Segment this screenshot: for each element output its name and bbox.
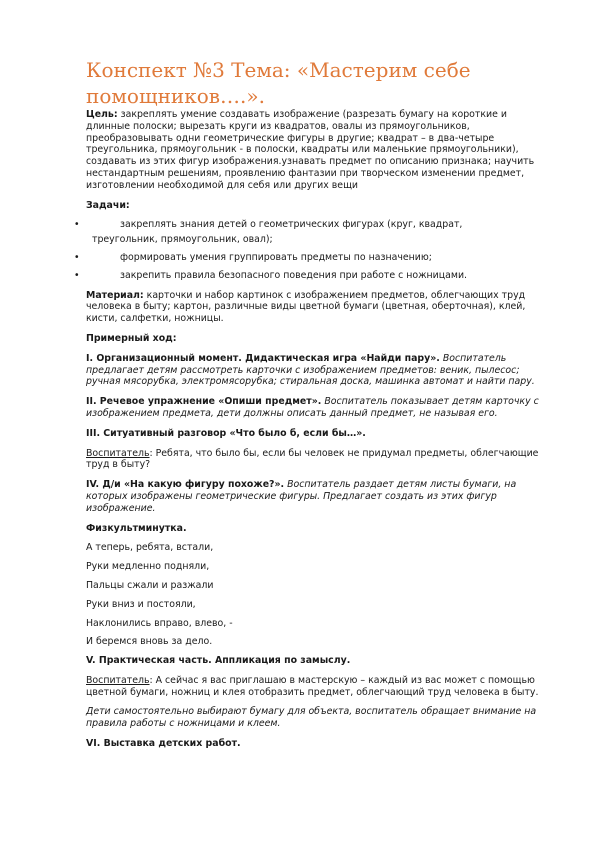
section-5-heading: V. Практическая часть. Аппликация по замыслу. — [86, 655, 351, 667]
section-5-note: Дети самостоятельно выбирают бумагу для объекта, воспитатель обращает внимание на правила работы с ножницами и клеем. — [86, 706, 537, 730]
task-text: формировать умения группировать предметы по назначению; — [120, 251, 432, 263]
plan-heading: Примерный ход: — [86, 332, 177, 344]
poem-line: Наклонились вправо, влево, - — [86, 617, 233, 629]
document-title: Конспект №3 Тема: «Мастерим себе помощников….». — [86, 58, 471, 108]
tasks-label: Задачи: — [86, 199, 130, 211]
bullet-icon: • — [74, 269, 80, 281]
section-3-heading: III. Ситуативный разговор «Что было б, если бы…». — [86, 427, 366, 439]
bullet-icon: • — [74, 251, 80, 263]
list-item — [74, 269, 550, 282]
goal-text: закреплять умение создавать изображение (разрезать бумагу на короткие и длинные полоски; вырезать круги из квадратов, овалы из прямоугольников, преобразовывать одни геометрические фигуры в другие; квадрат – в два-четыре треугольника, прямоугольник - в полоски, квадраты или маленькие прямоугольники), создавать из этих фигур изображения.узнавать предмет по описанию признака; научить нестандартным решениям, проявлению фантазии при творческом изменении предмет, изготовлении необходимой для себя или других вещи — [86, 109, 535, 191]
task-text: закреплять знания детей о геометрических фигурах (круг, квадрат, — [120, 219, 463, 231]
tasks-list — [74, 219, 550, 281]
section-5-text: : А сейчас я вас приглашаю в мастерскую – каждый из вас может с помощью цветной бумаги, ножниц и клея отобразить предмет, облегчающий труд человека в быту. — [86, 674, 539, 698]
poem-line: Пальцы сжали и разжали — [86, 579, 214, 591]
list-item — [74, 219, 550, 246]
material-paragraph — [86, 290, 550, 325]
poem-line: И беремся вновь за дело. — [86, 636, 213, 648]
task-text-continued: треугольник, прямоугольник, овал); — [92, 234, 273, 246]
goal-paragraph — [86, 109, 550, 192]
section-2-text: Воспитатель показывает детям карточку с изображением предмета, дети должны описать данный предмет, не называя его. — [86, 396, 539, 419]
task-text: закрепить правила безопасного поведения при работе с ножницами. — [120, 269, 468, 281]
list-item — [74, 251, 550, 264]
poem-line: А теперь, ребята, встали, — [86, 542, 214, 554]
section-3-dialogue — [86, 448, 550, 472]
exercise-poem — [86, 542, 550, 648]
section-1-heading: I. Организационный момент. Дидактическая игра «Найди пару». — [86, 352, 440, 364]
section-4 — [86, 479, 550, 514]
section-3-text: : Ребята, что было бы, если бы человек не придумал предметы, облегчающие труд в быту? — [86, 447, 539, 471]
speaker-label: Воспитатель — [86, 447, 150, 459]
material-text: карточки и набор картинок с изображением предметов, облегчающих труд человека в быту; картон, различные виды цветной бумаги (цветная, оберточная), клей, кисти, салфетки, ножницы. — [86, 289, 526, 325]
section-6-heading: VI. Выставка детских работ. — [86, 738, 241, 750]
poem-line: Руки вниз и постояли, — [86, 598, 196, 610]
poem-line: Руки медленно подняли, — [86, 561, 210, 573]
bullet-icon: • — [74, 219, 80, 231]
goal-label: Цель: — [86, 109, 118, 120]
section-5-dialogue — [86, 675, 550, 699]
section-1 — [86, 353, 550, 388]
document-body — [74, 109, 550, 758]
exercise-heading: Физкультминутка. — [86, 522, 187, 534]
section-2-heading: II. Речевое упражнение «Опиши предмет». — [86, 396, 322, 408]
material-label: Материал: — [86, 289, 144, 301]
section-4-heading: IV. Д/и «На какую фигуру похоже?». — [86, 479, 285, 491]
section-2 — [86, 396, 550, 420]
section-1-text: Воспитатель предлагает детям рассмотреть карточки с изображением предметов: веник, пылесос; ручная мясорубка, электромясорубка; стиральная доска, машинка автомат и найти пару. — [86, 352, 535, 388]
speaker-label: Воспитатель — [86, 674, 150, 686]
section-4-text: Воспитатель раздает детям листы бумаги, на которых изображены геометрические фигуры. Предлагает создать из этих фигур изображение. — [86, 479, 517, 514]
